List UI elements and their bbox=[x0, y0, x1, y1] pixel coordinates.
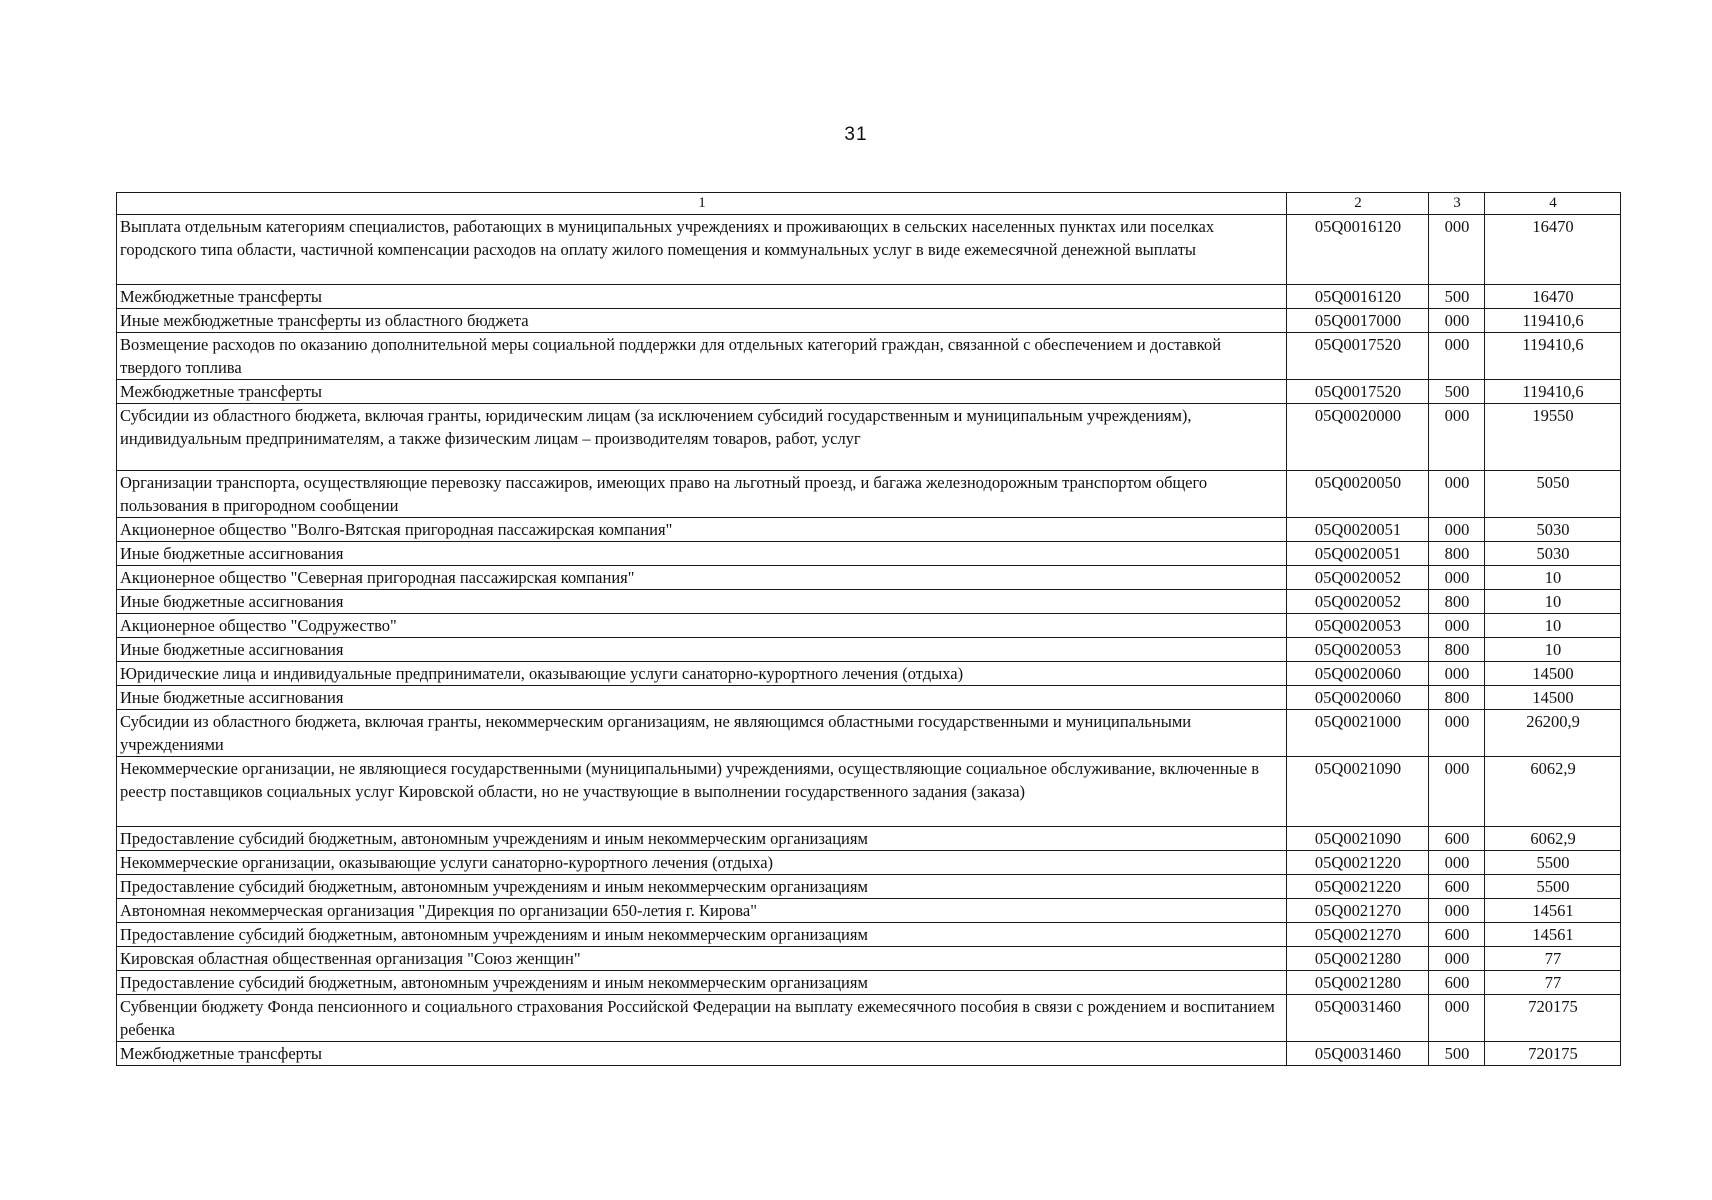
row-code: 05Q0021280 bbox=[1287, 947, 1429, 971]
row-name: Межбюджетные трансферты bbox=[117, 380, 1287, 404]
row-kind: 000 bbox=[1429, 662, 1485, 686]
row-amount: 14561 bbox=[1485, 899, 1621, 923]
row-code: 05Q0020052 bbox=[1287, 590, 1429, 614]
row-kind: 000 bbox=[1429, 995, 1485, 1042]
row-kind: 500 bbox=[1429, 380, 1485, 404]
table-row bbox=[117, 590, 1621, 614]
row-amount: 16470 bbox=[1485, 285, 1621, 309]
table-row bbox=[117, 542, 1621, 566]
row-kind: 000 bbox=[1429, 333, 1485, 380]
table-row bbox=[117, 614, 1621, 638]
row-kind: 600 bbox=[1429, 923, 1485, 947]
row-name: Предоставление субсидий бюджетным, автономным учреждениям и иным некоммерческим организациям bbox=[117, 923, 1287, 947]
table-row bbox=[117, 638, 1621, 662]
row-kind: 500 bbox=[1429, 285, 1485, 309]
row-code: 05Q0020053 bbox=[1287, 638, 1429, 662]
row-kind: 600 bbox=[1429, 875, 1485, 899]
row-kind: 000 bbox=[1429, 757, 1485, 827]
table-row bbox=[117, 757, 1621, 827]
row-kind: 000 bbox=[1429, 215, 1485, 285]
row-amount: 10 bbox=[1485, 638, 1621, 662]
row-name: Иные бюджетные ассигнования bbox=[117, 686, 1287, 710]
row-name: Иные бюджетные ассигнования bbox=[117, 590, 1287, 614]
row-kind: 000 bbox=[1429, 404, 1485, 471]
row-amount: 14500 bbox=[1485, 662, 1621, 686]
table-row bbox=[117, 827, 1621, 851]
table-row bbox=[117, 923, 1621, 947]
row-name: Межбюджетные трансферты bbox=[117, 1042, 1287, 1066]
table-row bbox=[117, 1042, 1621, 1066]
page-number: 31 bbox=[844, 124, 868, 145]
row-amount: 5500 bbox=[1485, 875, 1621, 899]
row-amount: 10 bbox=[1485, 566, 1621, 590]
row-amount: 14500 bbox=[1485, 686, 1621, 710]
row-code: 05Q0017000 bbox=[1287, 309, 1429, 333]
table-row bbox=[117, 518, 1621, 542]
row-code: 05Q0020052 bbox=[1287, 566, 1429, 590]
table-row bbox=[117, 566, 1621, 590]
table-row bbox=[117, 309, 1621, 333]
row-code: 05Q0021000 bbox=[1287, 710, 1429, 757]
row-code: 05Q0016120 bbox=[1287, 285, 1429, 309]
row-amount: 26200,9 bbox=[1485, 710, 1621, 757]
row-code: 05Q0020060 bbox=[1287, 662, 1429, 686]
row-code: 05Q0021270 bbox=[1287, 923, 1429, 947]
row-kind: 000 bbox=[1429, 471, 1485, 518]
row-name: Юридические лица и индивидуальные предприниматели, оказывающие услуги санаторно-курортного лечения (отдыха) bbox=[117, 662, 1287, 686]
table-row bbox=[117, 971, 1621, 995]
row-code: 05Q0021270 bbox=[1287, 899, 1429, 923]
table-row bbox=[117, 404, 1621, 471]
row-amount: 10 bbox=[1485, 590, 1621, 614]
row-amount: 5030 bbox=[1485, 542, 1621, 566]
row-kind: 800 bbox=[1429, 686, 1485, 710]
row-code: 05Q0017520 bbox=[1287, 380, 1429, 404]
row-name: Иные бюджетные ассигнования bbox=[117, 542, 1287, 566]
row-kind: 000 bbox=[1429, 518, 1485, 542]
row-name: Акционерное общество "Северная пригородная пассажирская компания" bbox=[117, 566, 1287, 590]
row-name: Субсидии из областного бюджета, включая гранты, некоммерческим организациям, не являющимся областными государственными и муниципальными учреждениями bbox=[117, 710, 1287, 757]
row-kind: 800 bbox=[1429, 542, 1485, 566]
row-amount: 16470 bbox=[1485, 215, 1621, 285]
row-name: Субвенции бюджету Фонда пенсионного и социального страхования Российской Федерации на выплату ежемесячного пособия в связи с рождением и воспитанием ребенка bbox=[117, 995, 1287, 1042]
table-row bbox=[117, 995, 1621, 1042]
row-code: 05Q0020051 bbox=[1287, 518, 1429, 542]
row-amount: 720175 bbox=[1485, 995, 1621, 1042]
row-name: Предоставление субсидий бюджетным, автономным учреждениям и иным некоммерческим организациям bbox=[117, 875, 1287, 899]
row-code: 05Q0021220 bbox=[1287, 875, 1429, 899]
row-kind: 000 bbox=[1429, 947, 1485, 971]
row-name: Организации транспорта, осуществляющие перевозку пассажиров, имеющих право на льготный проезд, и багажа железнодорожным транспортом общего пользования в пригородном сообщении bbox=[117, 471, 1287, 518]
table-row bbox=[117, 215, 1621, 285]
row-amount: 77 bbox=[1485, 947, 1621, 971]
row-amount: 5030 bbox=[1485, 518, 1621, 542]
row-kind: 000 bbox=[1429, 309, 1485, 333]
row-amount: 10 bbox=[1485, 614, 1621, 638]
row-name: Некоммерческие организации, не являющиеся государственными (муниципальными) учреждениями, осуществляющие социальное обслуживание, включенные в реестр поставщиков социальных услуг Кировской области, но не участвующие в выполнении государственного задания (заказа) bbox=[117, 757, 1287, 827]
row-name: Межбюджетные трансферты bbox=[117, 285, 1287, 309]
row-name: Некоммерческие организации, оказывающие услуги санаторно-курортного лечения (отдыха) bbox=[117, 851, 1287, 875]
table-row bbox=[117, 380, 1621, 404]
row-code: 05Q0020000 bbox=[1287, 404, 1429, 471]
table-row bbox=[117, 947, 1621, 971]
column-header-kind: 3 bbox=[1429, 193, 1485, 215]
row-code: 05Q0020051 bbox=[1287, 542, 1429, 566]
row-code: 05Q0020060 bbox=[1287, 686, 1429, 710]
table-row bbox=[117, 710, 1621, 757]
row-kind: 000 bbox=[1429, 614, 1485, 638]
table-row bbox=[117, 333, 1621, 380]
row-amount: 14561 bbox=[1485, 923, 1621, 947]
table-row bbox=[117, 686, 1621, 710]
row-code: 05Q0020053 bbox=[1287, 614, 1429, 638]
column-header-code: 2 bbox=[1287, 193, 1429, 215]
row-code: 05Q0017520 bbox=[1287, 333, 1429, 380]
row-code: 05Q0021280 bbox=[1287, 971, 1429, 995]
table-row bbox=[117, 875, 1621, 899]
row-amount: 19550 bbox=[1485, 404, 1621, 471]
row-code: 05Q0020050 bbox=[1287, 471, 1429, 518]
row-kind: 600 bbox=[1429, 827, 1485, 851]
row-kind: 000 bbox=[1429, 710, 1485, 757]
row-amount: 119410,6 bbox=[1485, 309, 1621, 333]
column-header-amount: 4 bbox=[1485, 193, 1621, 215]
table-row bbox=[117, 662, 1621, 686]
row-name: Кировская областная общественная организация "Союз женщин" bbox=[117, 947, 1287, 971]
row-name: Иные межбюджетные трансферты из областного бюджета bbox=[117, 309, 1287, 333]
row-name: Предоставление субсидий бюджетным, автономным учреждениям и иным некоммерческим организациям bbox=[117, 827, 1287, 851]
row-code: 05Q0031460 bbox=[1287, 995, 1429, 1042]
table-row bbox=[117, 285, 1621, 309]
column-header-name: 1 bbox=[117, 193, 1287, 215]
row-name: Акционерное общество "Волго-Вятская пригородная пассажирская компания" bbox=[117, 518, 1287, 542]
row-kind: 800 bbox=[1429, 590, 1485, 614]
row-kind: 000 bbox=[1429, 566, 1485, 590]
row-kind: 000 bbox=[1429, 851, 1485, 875]
row-kind: 500 bbox=[1429, 1042, 1485, 1066]
row-code: 05Q0021090 bbox=[1287, 827, 1429, 851]
row-code: 05Q0031460 bbox=[1287, 1042, 1429, 1066]
row-name: Автономная некоммерческая организация "Дирекция по организации 650-летия г. Кирова" bbox=[117, 899, 1287, 923]
row-amount: 6062,9 bbox=[1485, 827, 1621, 851]
row-kind: 600 bbox=[1429, 971, 1485, 995]
table-row bbox=[117, 471, 1621, 518]
row-code: 05Q0016120 bbox=[1287, 215, 1429, 285]
row-amount: 5050 bbox=[1485, 471, 1621, 518]
row-name: Предоставление субсидий бюджетным, автономным учреждениям и иным некоммерческим организациям bbox=[117, 971, 1287, 995]
row-amount: 119410,6 bbox=[1485, 380, 1621, 404]
row-kind: 800 bbox=[1429, 638, 1485, 662]
row-name: Акционерное общество "Содружество" bbox=[117, 614, 1287, 638]
row-code: 05Q0021090 bbox=[1287, 757, 1429, 827]
row-name: Возмещение расходов по оказанию дополнительной меры социальной поддержки для отдельных категорий граждан, связанной с обеспечением и доставкой твердого топлива bbox=[117, 333, 1287, 380]
row-code: 05Q0021220 bbox=[1287, 851, 1429, 875]
row-name: Выплата отдельным категориям специалистов, работающих в муниципальных учреждениях и проживающих в сельских населенных пунктах или поселках городского типа области, частичной компенсации расходов на оплату жилого помещения и коммунальных услуг в виде ежемесячной денежной выплаты bbox=[117, 215, 1287, 285]
row-amount: 119410,6 bbox=[1485, 333, 1621, 380]
row-amount: 6062,9 bbox=[1485, 757, 1621, 827]
table-row bbox=[117, 899, 1621, 923]
row-name: Субсидии из областного бюджета, включая гранты, юридическим лицам (за исключением субсидий государственным и муниципальным учреждениям), индивидуальным предпринимателям, а также физическим лицам – производителям товаров, работ, услуг bbox=[117, 404, 1287, 471]
table-row bbox=[117, 851, 1621, 875]
row-kind: 000 bbox=[1429, 899, 1485, 923]
row-name: Иные бюджетные ассигнования bbox=[117, 638, 1287, 662]
row-amount: 720175 bbox=[1485, 1042, 1621, 1066]
table-header-row bbox=[117, 193, 1621, 215]
budget-table bbox=[116, 192, 1621, 1066]
row-amount: 77 bbox=[1485, 971, 1621, 995]
row-amount: 5500 bbox=[1485, 851, 1621, 875]
